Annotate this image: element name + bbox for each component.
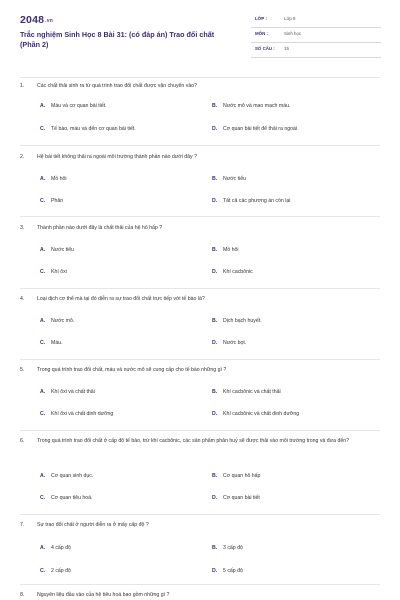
option-text: Khí ôxi <box>51 269 67 275</box>
option-text: Phân <box>51 198 64 204</box>
question-text <box>20 437 380 445</box>
option-a[interactable] <box>40 388 95 396</box>
option-d[interactable] <box>212 197 290 205</box>
divider <box>20 216 380 217</box>
divider <box>20 359 380 360</box>
meta-label: LỚP : <box>255 16 267 21</box>
logo-suffix: .vn <box>45 18 53 24</box>
option-d[interactable] <box>212 567 243 575</box>
option-letter: B. <box>212 247 218 253</box>
option-letter: A. <box>40 318 46 324</box>
option-letter: C. <box>40 495 46 501</box>
option-text: Cơ quan bài tiết để thải ra ngoài <box>223 126 298 132</box>
question-number: 2. <box>20 154 25 160</box>
question-number: 4. <box>20 296 25 302</box>
meta-row-class <box>251 13 381 28</box>
option-d[interactable] <box>212 494 260 502</box>
option-text: Nước tiểu <box>51 247 75 253</box>
option-a[interactable] <box>40 175 67 183</box>
option-c[interactable] <box>40 494 92 502</box>
option-text: 4 cấp độ <box>51 545 71 551</box>
option-text: Khí cacbônic và chất thải <box>223 389 281 395</box>
question-number: 6. <box>20 438 25 444</box>
question-3 <box>20 224 380 232</box>
option-b[interactable] <box>212 102 290 110</box>
meta-row-count <box>251 43 381 58</box>
question-body: Trong quá trình trao đổi chất, máu và nước mô sẽ cung cấp cho tế bào những gì ? <box>37 367 227 373</box>
question-body: Trong quá trình trao đổi chất ở cấp độ tế bào, trừ khí cacbônic, các sản phẩm phân huỷ sẽ được thải vào môi trường trong và đưa đến? <box>37 438 349 444</box>
question-text <box>20 82 380 90</box>
option-letter: A. <box>40 176 46 182</box>
option-text: Nước mô. <box>51 318 75 324</box>
question-body: Hệ bài tiết không thải ra ngoài môi trường thành phần nào dưới đây ? <box>37 154 197 160</box>
question-6 <box>20 437 380 445</box>
option-b[interactable] <box>212 388 281 396</box>
question-body: Loại dịch cơ thể mà tại đó diễn ra sự trao đổi chất trực tiếp với tế bào là? <box>37 296 205 302</box>
divider <box>20 584 380 585</box>
option-c[interactable] <box>40 410 113 418</box>
question-number: 8. <box>20 592 25 598</box>
option-text: Cơ quan hô hấp <box>223 473 261 479</box>
divider <box>20 288 380 289</box>
question-body: Thành phần nào dưới đây là chất thải của hệ hô hấp ? <box>37 225 163 231</box>
option-text: Cơ quan bài tiết <box>223 495 260 501</box>
option-letter: C. <box>40 198 46 204</box>
option-b[interactable] <box>212 175 246 183</box>
option-letter: B. <box>212 545 218 551</box>
option-c[interactable] <box>40 567 71 575</box>
option-text: 2 cấp độ <box>51 568 71 574</box>
option-letter: D. <box>212 495 218 501</box>
option-text: Mồ hôi <box>223 247 239 253</box>
option-text: Cơ quan tiêu hoá. <box>51 495 93 501</box>
option-letter: A. <box>40 103 46 109</box>
page-title: Trắc nghiệm Sinh Học 8 Bài 31: (có đáp án) Trao đổi chất (Phần 2) <box>20 30 215 49</box>
option-d[interactable] <box>212 339 246 347</box>
option-c[interactable] <box>40 125 136 133</box>
option-text: 5 cấp độ <box>223 568 243 574</box>
option-letter: C. <box>40 568 46 574</box>
question-text <box>20 591 380 599</box>
option-letter: D. <box>212 411 218 417</box>
option-b[interactable] <box>212 472 260 480</box>
divider <box>20 514 380 515</box>
option-d[interactable] <box>212 410 299 418</box>
option-letter: D. <box>212 568 218 574</box>
meta-table <box>251 13 381 58</box>
meta-label: SỐ CÂU : <box>255 46 275 51</box>
question-text <box>20 224 380 232</box>
option-letter: A. <box>40 389 46 395</box>
option-text: Nước mô và mao mạch máu. <box>223 103 291 109</box>
option-text: Khí cacbônic <box>223 269 253 275</box>
option-letter: C. <box>40 126 46 132</box>
option-d[interactable] <box>212 125 297 133</box>
question-7 <box>20 521 380 529</box>
option-c[interactable] <box>40 268 67 276</box>
option-letter: D. <box>212 126 218 132</box>
question-5 <box>20 366 380 374</box>
option-a[interactable] <box>40 246 74 254</box>
question-number: 5. <box>20 367 25 373</box>
question-number: 3. <box>20 225 25 231</box>
option-text: Cơ quan sinh dục. <box>51 473 94 479</box>
option-letter: B. <box>212 103 218 109</box>
option-text: Khí ôxi và chất dinh dưỡng <box>51 411 114 417</box>
option-letter: D. <box>212 269 218 275</box>
option-text: Máu và cơ quan bài tiết. <box>51 103 107 109</box>
question-2 <box>20 153 380 161</box>
option-d[interactable] <box>212 268 253 276</box>
question-body: Nguyên liệu đầu vào của hệ tiêu hoá bao gồm những gì ? <box>37 592 170 598</box>
logo-number: 2048 <box>20 14 45 26</box>
divider <box>20 430 380 431</box>
option-text: Tất cả các phương án còn lại <box>223 198 291 204</box>
option-text: 3 cấp độ <box>223 545 243 551</box>
question-number: 1. <box>20 83 25 89</box>
option-a[interactable] <box>40 472 93 480</box>
option-letter: A. <box>40 545 46 551</box>
question-4 <box>20 295 380 303</box>
option-letter: D. <box>212 340 218 346</box>
divider <box>20 77 380 78</box>
option-text: Dịch bạch huyết. <box>223 318 262 324</box>
question-body: Sự trao đổi chất ở người diễn ra ở mấy cấp độ ? <box>37 522 149 528</box>
meta-value: 15 <box>284 46 289 51</box>
divider <box>20 145 380 146</box>
option-text: Khí ôxi và chất thải <box>51 389 95 395</box>
document-header <box>0 0 400 62</box>
question-8 <box>20 591 380 599</box>
option-letter: C. <box>40 411 46 417</box>
option-a[interactable] <box>40 544 71 552</box>
meta-label: MÔN : <box>255 31 268 36</box>
option-a[interactable] <box>40 102 107 110</box>
option-letter: B. <box>212 176 218 182</box>
option-letter: A. <box>40 247 46 253</box>
option-text: Nước tiểu <box>223 176 247 182</box>
meta-row-subject <box>251 28 381 43</box>
option-letter: B. <box>212 473 218 479</box>
question-number: 7. <box>20 522 25 528</box>
option-letter: C. <box>40 340 46 346</box>
option-b[interactable] <box>212 544 243 552</box>
option-c[interactable] <box>40 339 63 347</box>
option-text: Nước bọt. <box>223 340 247 346</box>
option-b[interactable] <box>212 317 262 325</box>
option-letter: B. <box>212 389 218 395</box>
question-text <box>20 153 380 161</box>
option-b[interactable] <box>212 246 239 254</box>
option-c[interactable] <box>40 197 63 205</box>
question-text <box>20 366 380 374</box>
question-text <box>20 295 380 303</box>
question-body: Các chất thải sinh ra từ quá trình trao đổi chất được vận chuyển vào? <box>37 83 198 89</box>
option-text: Mồ hôi <box>51 176 67 182</box>
option-text: Tế bào, máu và đến cơ quan bài tiết. <box>51 126 136 132</box>
option-letter: B. <box>212 318 218 324</box>
question-text <box>20 521 380 529</box>
meta-value: Lớp 8 <box>284 16 296 21</box>
meta-value: Sinh học <box>284 31 302 36</box>
option-letter: D. <box>212 198 218 204</box>
option-text: Khí cacbônic và chất dinh dưỡng <box>223 411 300 417</box>
option-text: Máu. <box>51 340 63 346</box>
option-letter: C. <box>40 269 46 275</box>
site-logo[interactable] <box>20 14 53 26</box>
option-a[interactable] <box>40 317 74 325</box>
question-1 <box>20 82 380 90</box>
option-letter: A. <box>40 473 46 479</box>
